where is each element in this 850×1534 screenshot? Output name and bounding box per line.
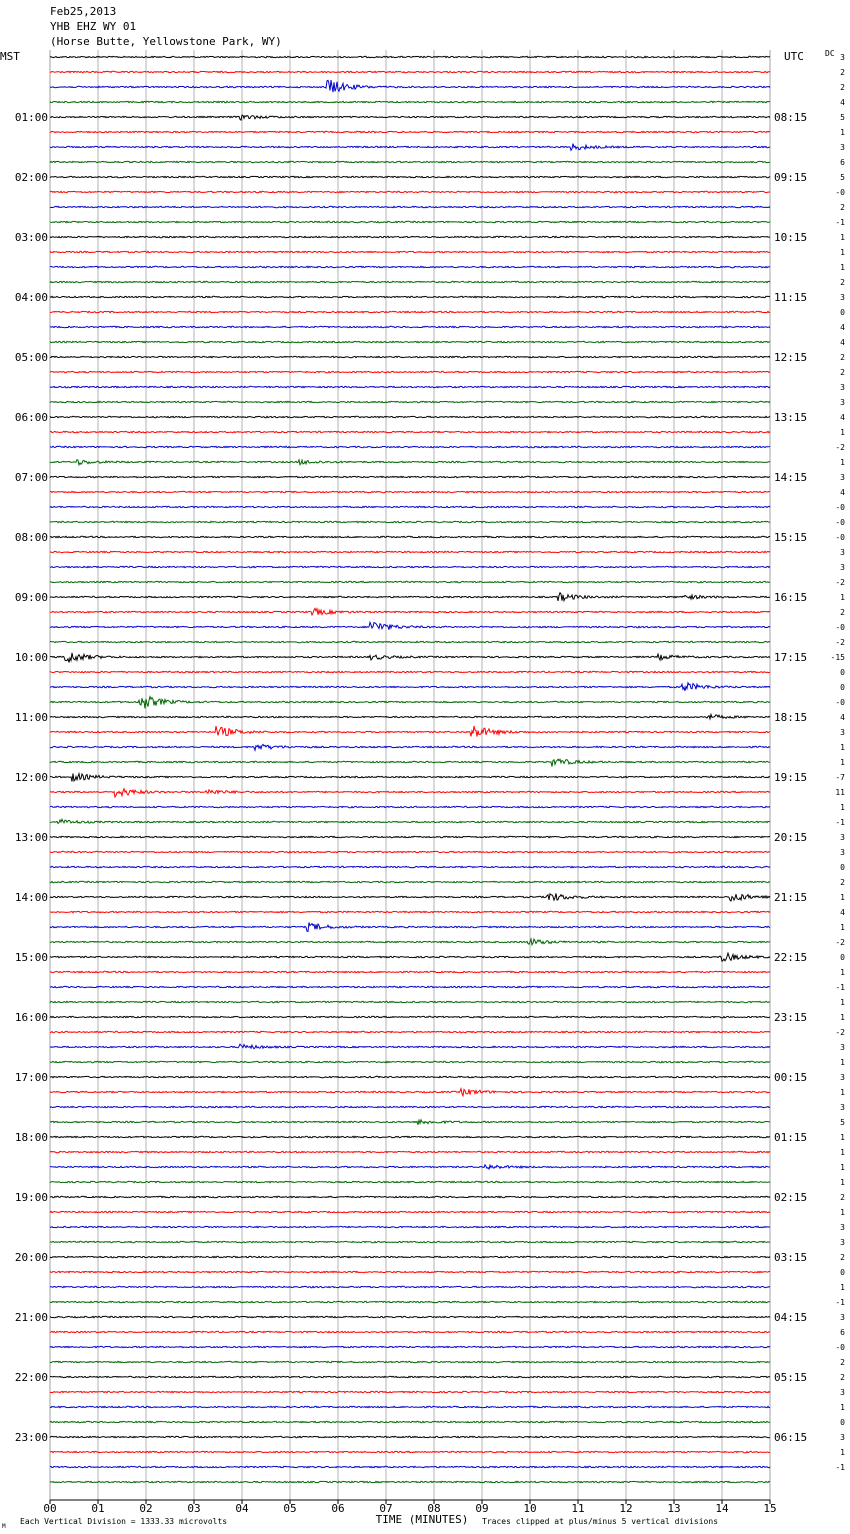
trace-line (50, 1256, 770, 1257)
dc-value: 3 (840, 53, 845, 62)
mst-hour-label: 19:00 (14, 1191, 48, 1204)
mst-hour-label: 14:00 (14, 891, 48, 904)
utc-hour-label: 22:15 (774, 951, 808, 964)
trace-line (50, 101, 770, 102)
mst-hour-label: 02:00 (14, 171, 48, 184)
mst-hour-label: 23:00 (14, 1431, 48, 1444)
dc-value: 1 (840, 248, 845, 257)
mst-hour-label: 07:00 (14, 471, 48, 484)
trace-line (50, 1211, 770, 1212)
trace-line (50, 1241, 770, 1242)
x-tick-label: 11 (571, 1502, 585, 1515)
trace-line (50, 311, 770, 312)
dc-value: -0 (835, 503, 845, 512)
utc-hour-label: 03:15 (774, 1251, 808, 1264)
trace-line (50, 416, 770, 417)
scale-text: Each Vertical Division = 1333.33 microvolts (20, 1517, 228, 1526)
dc-value: 1 (840, 428, 845, 437)
dc-value: -0 (835, 188, 845, 197)
trace-line (50, 759, 770, 766)
mst-hour-label: 06:00 (14, 411, 48, 424)
utc-hour-label: 23:15 (774, 1011, 808, 1024)
dc-value: 5 (840, 113, 845, 122)
trace-line (50, 726, 770, 737)
trace-line (50, 356, 770, 357)
trace-line (50, 881, 770, 882)
dc-value: 0 (840, 953, 845, 962)
trace-line (50, 1466, 770, 1467)
dc-value: -0 (835, 623, 845, 632)
dc-value: 3 (840, 1043, 845, 1052)
utc-hour-label: 17:15 (774, 651, 808, 664)
trace-line (50, 1376, 770, 1377)
trace-line (50, 371, 770, 372)
trace-line (50, 401, 770, 402)
mst-hour-label: 12:00 (14, 771, 48, 784)
dc-value: 4 (840, 338, 845, 347)
dc-value: 4 (840, 413, 845, 422)
trace-line (50, 683, 770, 691)
x-tick-label: 01 (91, 1502, 105, 1515)
trace-line (50, 1406, 770, 1407)
dc-value: 2 (840, 83, 845, 92)
dc-value: 4 (840, 98, 845, 107)
trace-line (50, 1361, 770, 1362)
dc-value: 3 (840, 833, 845, 842)
dc-value: 1 (840, 923, 845, 932)
trace-line (50, 551, 770, 552)
utc-hour-label: 04:15 (774, 1311, 808, 1324)
utc-hour-label: 11:15 (774, 291, 808, 304)
trace-line (50, 506, 770, 507)
trace-line (50, 176, 770, 177)
utc-hour-label: 18:15 (774, 711, 808, 724)
header-location: (Horse Butte, Yellowstone Park, WY) (50, 35, 282, 48)
dc-value: -1 (835, 218, 845, 227)
mst-hour-label: 18:00 (14, 1131, 48, 1144)
dc-value: 3 (840, 398, 845, 407)
dc-value: 2 (840, 68, 845, 77)
dc-value: 3 (840, 1223, 845, 1232)
dc-value: 1 (840, 128, 845, 137)
dc-value: 1 (840, 998, 845, 1007)
trace-line (50, 536, 770, 537)
dc-value: -1 (835, 1298, 845, 1307)
trace-line (50, 236, 770, 237)
dc-value: 1 (840, 1403, 845, 1412)
trace-line (50, 986, 770, 987)
mst-hour-label: 13:00 (14, 831, 48, 844)
trace-line (50, 326, 770, 327)
utc-hour-label: 08:15 (774, 111, 808, 124)
header-date: Feb25,2013 (50, 5, 117, 18)
mst-hour-label: 22:00 (14, 1371, 48, 1384)
trace-line (50, 251, 770, 252)
trace-line (50, 819, 770, 823)
trace-line (50, 1031, 770, 1032)
dc-value: 3 (840, 293, 845, 302)
trace-line (50, 1271, 770, 1272)
dc-value: -0 (835, 698, 845, 707)
dc-value: 1 (840, 458, 845, 467)
trace-line (50, 56, 770, 57)
x-tick-label: 03 (187, 1502, 201, 1515)
dc-value: -1 (835, 1463, 845, 1472)
trace-line (50, 221, 770, 222)
trace-line (50, 131, 770, 132)
dc-value: -2 (835, 938, 845, 947)
dc-value: -0 (835, 1343, 845, 1352)
mst-hour-label: 05:00 (14, 351, 48, 364)
trace-line (50, 1120, 770, 1125)
dc-value: 3 (840, 1433, 845, 1442)
dc-value: 1 (840, 1088, 845, 1097)
x-tick-label: 15 (763, 1502, 777, 1515)
dc-value: 2 (840, 1358, 845, 1367)
x-tick-label: 02 (139, 1502, 153, 1515)
utc-hour-label: 13:15 (774, 411, 808, 424)
trace-line (50, 608, 770, 615)
mst-axis-label: MST (0, 50, 20, 63)
dc-value: 1 (840, 758, 845, 767)
dc-value: -0 (835, 533, 845, 542)
mst-hour-label: 17:00 (14, 1071, 48, 1084)
utc-hour-label: 16:15 (774, 591, 808, 604)
trace-line (50, 296, 770, 297)
dc-value: 3 (840, 728, 845, 737)
dc-value: -2 (835, 638, 845, 647)
dc-value: 4 (840, 323, 845, 332)
dc-value: 1 (840, 1133, 845, 1142)
utc-hour-label: 12:15 (774, 351, 808, 364)
dc-value: 1 (840, 233, 845, 242)
trace-line (50, 1076, 770, 1077)
trace-line (50, 774, 770, 782)
dc-value: 3 (840, 473, 845, 482)
trace-line (50, 1286, 770, 1287)
x-tick-label: 10 (523, 1502, 537, 1515)
trace-line (50, 744, 770, 750)
dc-value: -1 (835, 983, 845, 992)
trace-line (50, 446, 770, 447)
dc-value: 4 (840, 908, 845, 917)
dc-value: 4 (840, 713, 845, 722)
dc-value: 1 (840, 1148, 845, 1157)
trace-line (50, 641, 770, 642)
x-tick-label: 13 (667, 1502, 681, 1515)
trace-line (50, 893, 770, 901)
x-tick-label: 14 (715, 1502, 729, 1515)
axis-labels (0, 49, 845, 1530)
trace-line (50, 1165, 770, 1169)
mst-hour-label: 20:00 (14, 1251, 48, 1264)
trace-line (50, 266, 770, 267)
dc-value: 6 (840, 158, 845, 167)
mst-hour-label: 03:00 (14, 231, 48, 244)
dc-value: 3 (840, 548, 845, 557)
dc-value: 5 (840, 173, 845, 182)
x-axis-title: TIME (MINUTES) (375, 1513, 469, 1526)
trace-line (50, 1181, 770, 1182)
trace-line (50, 715, 770, 719)
trace-line (50, 1421, 770, 1422)
dc-value: 0 (840, 1268, 845, 1277)
trace-line (50, 476, 770, 477)
trace-line (50, 939, 770, 945)
dc-value: -2 (835, 443, 845, 452)
utc-hour-label: 06:15 (774, 1431, 808, 1444)
mst-hour-label: 15:00 (14, 951, 48, 964)
dc-axis-label: DC (825, 49, 835, 58)
trace-line (50, 1316, 770, 1317)
mst-hour-label: 09:00 (14, 591, 48, 604)
trace-line (50, 1001, 770, 1002)
trace-line (50, 581, 770, 582)
utc-hour-label: 20:15 (774, 831, 808, 844)
trace-line (50, 1226, 770, 1227)
dc-value: -0 (835, 518, 845, 527)
trace-line (50, 1331, 770, 1332)
trace-line (50, 1451, 770, 1452)
dc-value: 1 (840, 803, 845, 812)
trace-line (50, 851, 770, 852)
trace-line (50, 460, 770, 465)
dc-value: 1 (840, 593, 845, 602)
trace-line (50, 71, 770, 72)
trace-line (50, 671, 770, 672)
x-tick-label: 09 (475, 1502, 489, 1515)
dc-value: -2 (835, 578, 845, 587)
x-tick-label: 05 (283, 1502, 297, 1515)
dc-value: 3 (840, 848, 845, 857)
utc-hour-label: 10:15 (774, 231, 808, 244)
trace-line (50, 1436, 770, 1437)
dc-value: 1 (840, 893, 845, 902)
utc-hour-label: 01:15 (774, 1131, 808, 1144)
trace-line (50, 1061, 770, 1062)
dc-value: 2 (840, 368, 845, 377)
x-tick-label: 08 (427, 1502, 441, 1515)
trace-line (50, 1196, 770, 1197)
x-tick-label: 06 (331, 1502, 345, 1515)
x-tick-label: 12 (619, 1502, 633, 1515)
trace-line (50, 789, 770, 797)
trace-line (50, 281, 770, 282)
mst-hour-label: 10:00 (14, 651, 48, 664)
corner-mark: M (2, 1523, 6, 1530)
dc-value: 2 (840, 1373, 845, 1382)
mst-hour-label: 01:00 (14, 111, 48, 124)
trace-line (50, 431, 770, 432)
trace-line (50, 971, 770, 972)
trace-line (50, 697, 770, 709)
trace-line (50, 953, 770, 961)
utc-hour-label: 00:15 (774, 1071, 808, 1084)
trace-line (50, 491, 770, 492)
dc-value: 3 (840, 563, 845, 572)
trace-line (50, 911, 770, 912)
trace-line (50, 866, 770, 867)
dc-value: 1 (840, 1058, 845, 1067)
x-tick-label: 07 (379, 1502, 393, 1515)
dc-value: 2 (840, 203, 845, 212)
utc-hour-label: 15:15 (774, 531, 808, 544)
dc-value: -15 (830, 653, 845, 662)
dc-value: 3 (840, 1073, 845, 1082)
dc-value: 1 (840, 1208, 845, 1217)
trace-line (50, 593, 770, 601)
dc-value: 3 (840, 383, 845, 392)
dc-value: 2 (840, 878, 845, 887)
trace-line (50, 653, 770, 663)
header-station: YHB EHZ WY 01 (50, 20, 137, 33)
dc-value: 0 (840, 668, 845, 677)
dc-value: 2 (840, 1193, 845, 1202)
trace-line (50, 922, 770, 931)
mst-hour-label: 08:00 (14, 531, 48, 544)
mst-hour-label: 11:00 (14, 711, 48, 724)
trace-line (50, 806, 770, 807)
dc-value: 1 (840, 263, 845, 272)
dc-value: -2 (835, 1028, 845, 1037)
trace-line (50, 566, 770, 567)
trace-line (50, 206, 770, 207)
trace-line (50, 1481, 770, 1482)
trace-line (50, 836, 770, 837)
dc-value: 1 (840, 1448, 845, 1457)
dc-value: 0 (840, 1418, 845, 1427)
utc-hour-label: 09:15 (774, 171, 808, 184)
trace-line (50, 1089, 770, 1096)
dc-value: 11 (835, 788, 845, 797)
dc-value: 3 (840, 1238, 845, 1247)
trace-line (50, 191, 770, 192)
trace-line (50, 1151, 770, 1152)
dc-value: -7 (835, 773, 845, 782)
trace-line (50, 341, 770, 342)
trace-line (50, 622, 770, 629)
utc-hour-label: 05:15 (774, 1371, 808, 1384)
dc-value: 2 (840, 353, 845, 362)
mst-hour-label: 21:00 (14, 1311, 48, 1324)
dc-value: 6 (840, 1328, 845, 1337)
utc-hour-label: 02:15 (774, 1191, 808, 1204)
dc-value: 3 (840, 1103, 845, 1112)
utc-hour-label: 21:15 (774, 891, 808, 904)
trace-line (50, 115, 770, 120)
trace-line (50, 161, 770, 162)
trace-line (50, 521, 770, 522)
trace-line (50, 1106, 770, 1107)
dc-value: 1 (840, 1163, 845, 1172)
x-tick-label: 00 (43, 1502, 57, 1515)
dc-value: 2 (840, 1253, 845, 1262)
dc-value: -1 (835, 818, 845, 827)
dc-value: 3 (840, 1313, 845, 1322)
trace-line (50, 1016, 770, 1017)
trace-line (50, 1391, 770, 1392)
mst-hour-label: 04:00 (14, 291, 48, 304)
dc-value: 2 (840, 608, 845, 617)
clip-text: Traces clipped at plus/minus 5 vertical divisions (482, 1517, 719, 1526)
trace-line (50, 1136, 770, 1137)
trace-line (50, 1301, 770, 1302)
dc-value: 0 (840, 683, 845, 692)
utc-hour-label: 19:15 (774, 771, 808, 784)
dc-value: 3 (840, 143, 845, 152)
dc-value: 1 (840, 1283, 845, 1292)
utc-hour-label: 14:15 (774, 471, 808, 484)
mst-hour-label: 16:00 (14, 1011, 48, 1024)
dc-value: 1 (840, 1178, 845, 1187)
dc-value: 0 (840, 863, 845, 872)
dc-value: 3 (840, 1388, 845, 1397)
x-tick-label: 04 (235, 1502, 249, 1515)
dc-value: 5 (840, 1118, 845, 1127)
dc-value: 2 (840, 278, 845, 287)
dc-value: 1 (840, 1013, 845, 1022)
dc-value: 1 (840, 968, 845, 977)
trace-line (50, 1044, 770, 1049)
dc-value: 4 (840, 488, 845, 497)
utc-axis-label: UTC (784, 50, 804, 63)
dc-value: 0 (840, 308, 845, 317)
trace-line (50, 80, 770, 92)
trace-line (50, 386, 770, 387)
dc-value: 1 (840, 743, 845, 752)
trace-lines (50, 56, 770, 1482)
trace-line (50, 144, 770, 151)
trace-line (50, 1346, 770, 1347)
